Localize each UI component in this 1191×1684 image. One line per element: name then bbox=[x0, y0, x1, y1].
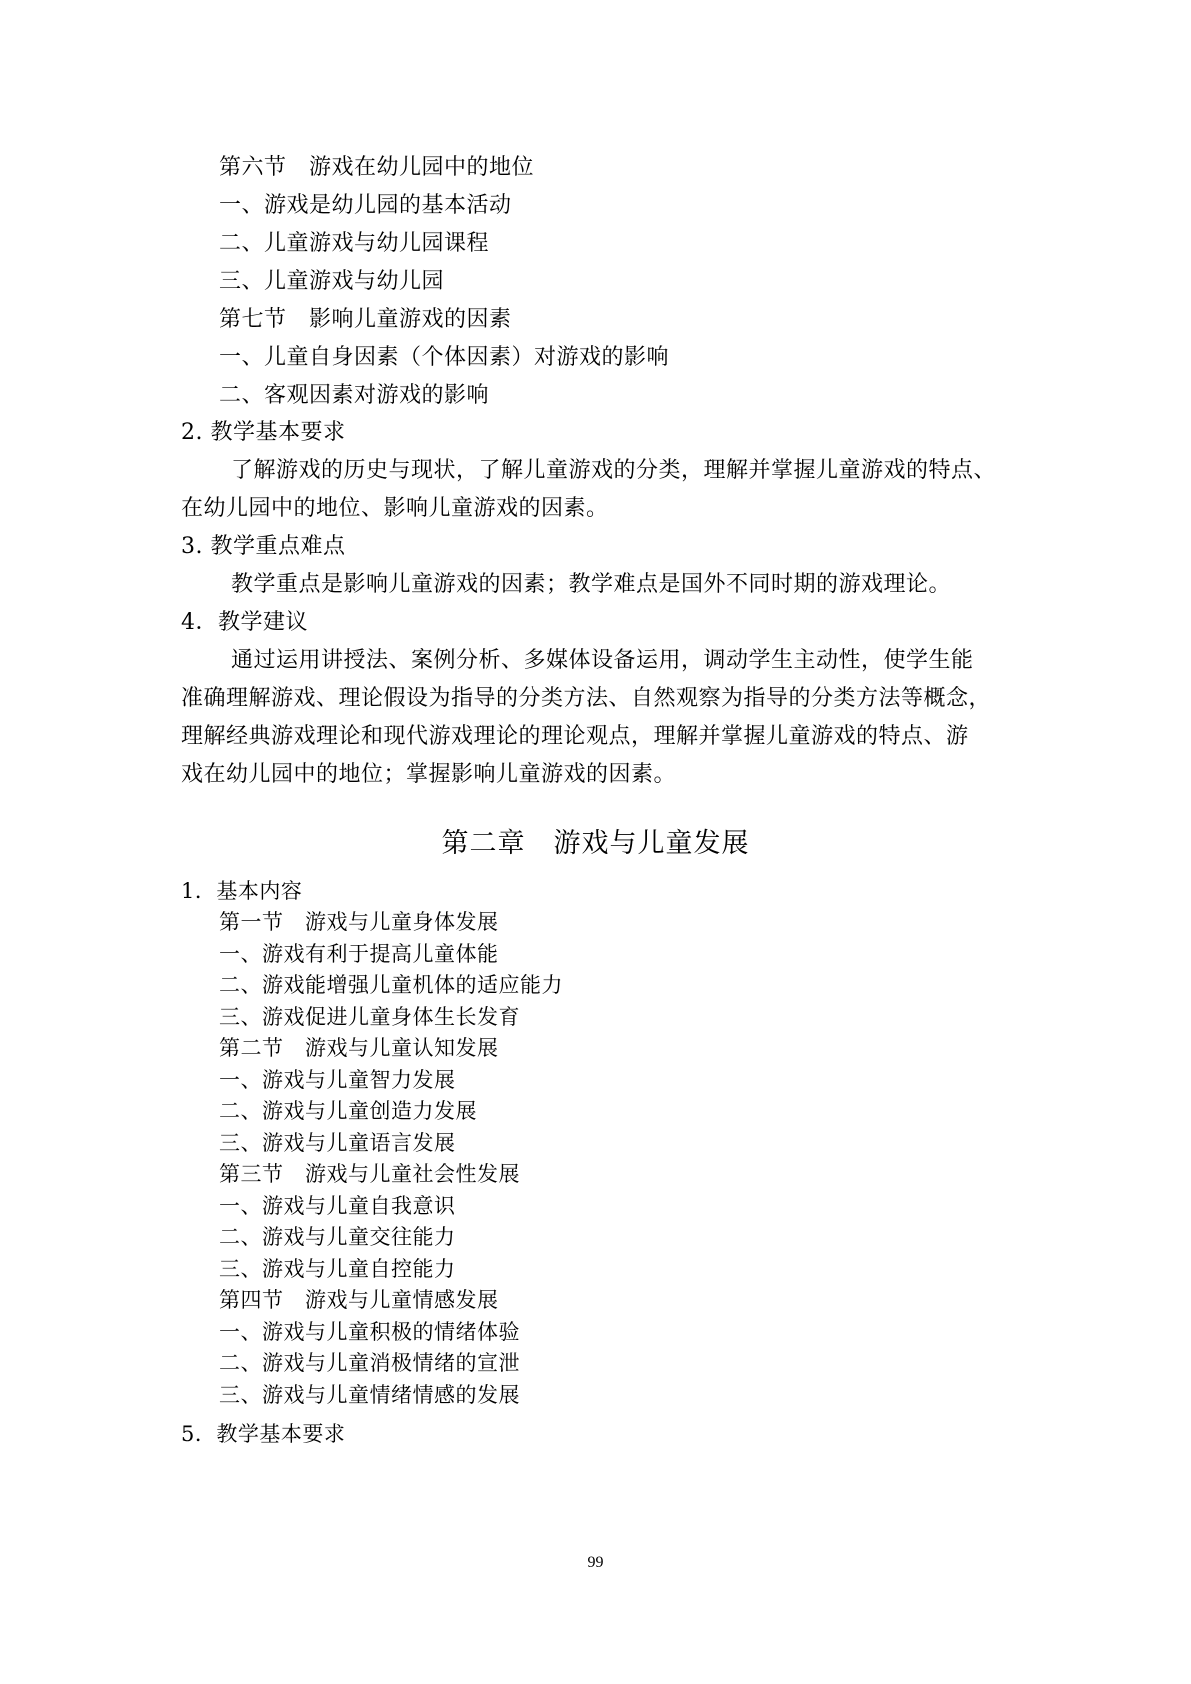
requirements-line: 了解游戏的历史与现状，了解儿童游戏的分类，理解并掌握儿童游戏的特点、 bbox=[231, 458, 997, 483]
advice-line: 通过运用讲授法、案例分析、多媒体设备运用，调动学生主动性，使学生能 bbox=[231, 648, 974, 673]
page-number: 99 bbox=[587, 1554, 604, 1571]
advice-line: 理解经典游戏理论和现代游戏理论的理论观点，理解并掌握儿童游戏的特点、游 bbox=[181, 724, 969, 749]
list-item: 三、游戏促进儿童身体生长发育 bbox=[219, 1005, 520, 1029]
section-title: 第一节 游戏与儿童身体发展 bbox=[219, 910, 499, 934]
content-heading: 1．基本内容 bbox=[181, 879, 303, 903]
section-6-title: 第六节 游戏在幼儿园中的地位 bbox=[219, 155, 535, 180]
list-item: 一、游戏是幼儿园的基本活动 bbox=[219, 193, 512, 218]
list-item: 一、游戏与儿童自我意识 bbox=[219, 1194, 456, 1218]
advice-line: 戏在幼儿园中的地位；掌握影响儿童游戏的因素。 bbox=[181, 762, 677, 787]
list-item: 一、游戏与儿童智力发展 bbox=[219, 1068, 456, 1092]
advice-line: 准确理解游戏、理论假设为指导的分类方法、自然观察为指导的分类方法等概念， bbox=[181, 686, 992, 711]
section-title: 第三节 游戏与儿童社会性发展 bbox=[219, 1162, 520, 1186]
list-item: 二、游戏能增强儿童机体的适应能力 bbox=[219, 973, 563, 997]
list-item: 二、客观因素对游戏的影响 bbox=[219, 383, 490, 408]
list-item: 二、游戏与儿童消极情绪的宣泄 bbox=[219, 1351, 520, 1375]
section-title: 第四节 游戏与儿童情感发展 bbox=[219, 1288, 499, 1312]
list-item: 二、儿童游戏与幼儿园课程 bbox=[219, 231, 490, 256]
key-points-line: 教学重点是影响儿童游戏的因素；教学难点是国外不同时期的游戏理论。 bbox=[231, 572, 952, 597]
list-item: 三、游戏与儿童语言发展 bbox=[219, 1131, 456, 1155]
list-item: 二、游戏与儿童创造力发展 bbox=[219, 1099, 477, 1123]
requirements-line: 在幼儿园中的地位、影响儿童游戏的因素。 bbox=[181, 496, 609, 521]
list-item: 一、游戏与儿童积极的情绪体验 bbox=[219, 1320, 520, 1344]
requirements-heading: 2. 教学基本要求 bbox=[181, 420, 346, 445]
section-7-title: 第七节 影响儿童游戏的因素 bbox=[219, 307, 512, 332]
list-item: 二、游戏与儿童交往能力 bbox=[219, 1225, 456, 1249]
list-item: 一、儿童自身因素（个体因素）对游戏的影响 bbox=[219, 345, 670, 370]
key-points-heading: 3. 教学重点难点 bbox=[181, 534, 346, 559]
requirements-heading: 5．教学基本要求 bbox=[181, 1422, 346, 1446]
chapter-title: 第二章 游戏与儿童发展 bbox=[441, 828, 750, 859]
advice-heading: 4．教学建议 bbox=[181, 610, 308, 635]
section-title: 第二节 游戏与儿童认知发展 bbox=[219, 1036, 499, 1060]
list-item: 三、游戏与儿童情绪情感的发展 bbox=[219, 1383, 520, 1407]
list-item: 一、游戏有利于提高儿童体能 bbox=[219, 942, 499, 966]
list-item: 三、儿童游戏与幼儿园 bbox=[219, 269, 445, 294]
list-item: 三、游戏与儿童自控能力 bbox=[219, 1257, 456, 1281]
